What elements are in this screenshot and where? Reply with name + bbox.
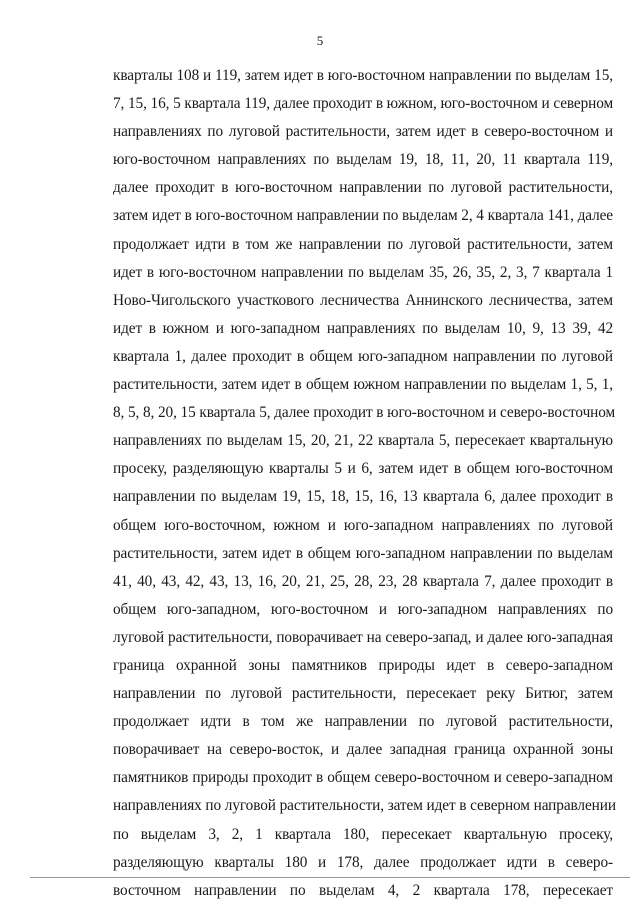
text-line: 41, 40, 43, 42, 43, 13, 16, 20, 21, 25, 28, 23, 28 квартала 7, далее проходит в bbox=[113, 572, 613, 590]
text-line: квартала 1, далее проходит в общем юго-западном направлении по луговой bbox=[113, 347, 613, 365]
text-line: кварталы 108 и 119, затем идет в юго-восточном направлении по выделам 15, bbox=[113, 67, 613, 84]
text-line: идет в юго-восточном направлении по выделам 35, 26, 35, 2, 3, 7 квартала 1 bbox=[113, 263, 613, 281]
text-line: направлениях по луговой растительности, затем идет в северном направлении bbox=[113, 797, 616, 815]
text-line: просеку, разделяющую кварталы 5 и 6, затем идет в общем юго-восточном bbox=[113, 460, 613, 478]
text-line: 7, 15, 16, 5 квартала 119, далее проходит в южном, юго-восточном и северном bbox=[113, 95, 614, 113]
text-line: растительности, затем идет в общем южном направлении по выделам 1, 5, 1, bbox=[113, 376, 613, 394]
text-line: растительности, затем идет в общем юго-западном направлении по выделам bbox=[113, 544, 613, 562]
text-line: общем юго-западном, юго-восточном и юго-западном направлениях по bbox=[113, 600, 613, 618]
text-line: памятников природы проходит в общем северо-восточном и северо-западном bbox=[113, 769, 613, 787]
text-line: луговой растительности, поворачивает на северо-запад, и далее юго-западная bbox=[113, 628, 613, 646]
text-line: идет в южном и юго-западном направлениях по выделам 10, 9, 13 39, 42 bbox=[113, 319, 613, 337]
text-line: 8, 5, 8, 20, 15 квартала 5, далее проходит в юго-восточном и северо-восточном bbox=[113, 404, 616, 422]
text-line: поворачивает на северо-восток, и далее западная граница охранной зоны bbox=[113, 741, 613, 759]
text-line: разделяющую кварталы 180 и 178, далее продолжает идти в северо- bbox=[113, 853, 613, 871]
text-line: далее проходит в юго-восточном направлении по луговой растительности, bbox=[113, 179, 613, 197]
body-paragraph bbox=[113, 62, 616, 905]
text-line: Ново-Чигольского участкового лесничества Аннинского лесничества, затем bbox=[113, 291, 613, 309]
text-line: граница охранной зоны памятников природы идет в северо-западном bbox=[113, 656, 613, 674]
text-line: продолжает идти в том же направлении по луговой растительности, bbox=[113, 713, 613, 731]
text-line: продолжает идти в том же направлении по луговой растительности, затем bbox=[113, 235, 613, 253]
text-line: направлении по выделам 19, 15, 18, 15, 16, 13 квартала 6, далее проходит в bbox=[113, 488, 613, 506]
text-line: направлениях по луговой растительности, затем идет в северо-восточном и bbox=[113, 123, 613, 141]
text-line: восточном направлении по выделам 4, 2 квартала 178, пересекает bbox=[113, 881, 613, 899]
text-line: юго-восточном направлениях по выделам 19, 18, 11, 20, 11 квартала 119, bbox=[113, 151, 613, 169]
text-line: направлениях по выделам 15, 20, 21, 22 квартала 5, пересекает квартальную bbox=[113, 432, 613, 450]
page-number: 5 bbox=[316, 33, 324, 48]
text-line: затем идет в юго-восточном направлении по выделам 2, 4 квартала 141, далее bbox=[113, 207, 613, 225]
text-line: по выделам 3, 2, 1 квартала 180, пересекает квартальную просеку, bbox=[113, 825, 613, 843]
text-line: направлении по луговой растительности, пересекает реку Битюг, затем bbox=[113, 685, 613, 703]
page-bottom-rule bbox=[30, 877, 630, 878]
text-line: общем юго-восточном, южном и юго-западном направлениях по луговой bbox=[113, 516, 613, 534]
